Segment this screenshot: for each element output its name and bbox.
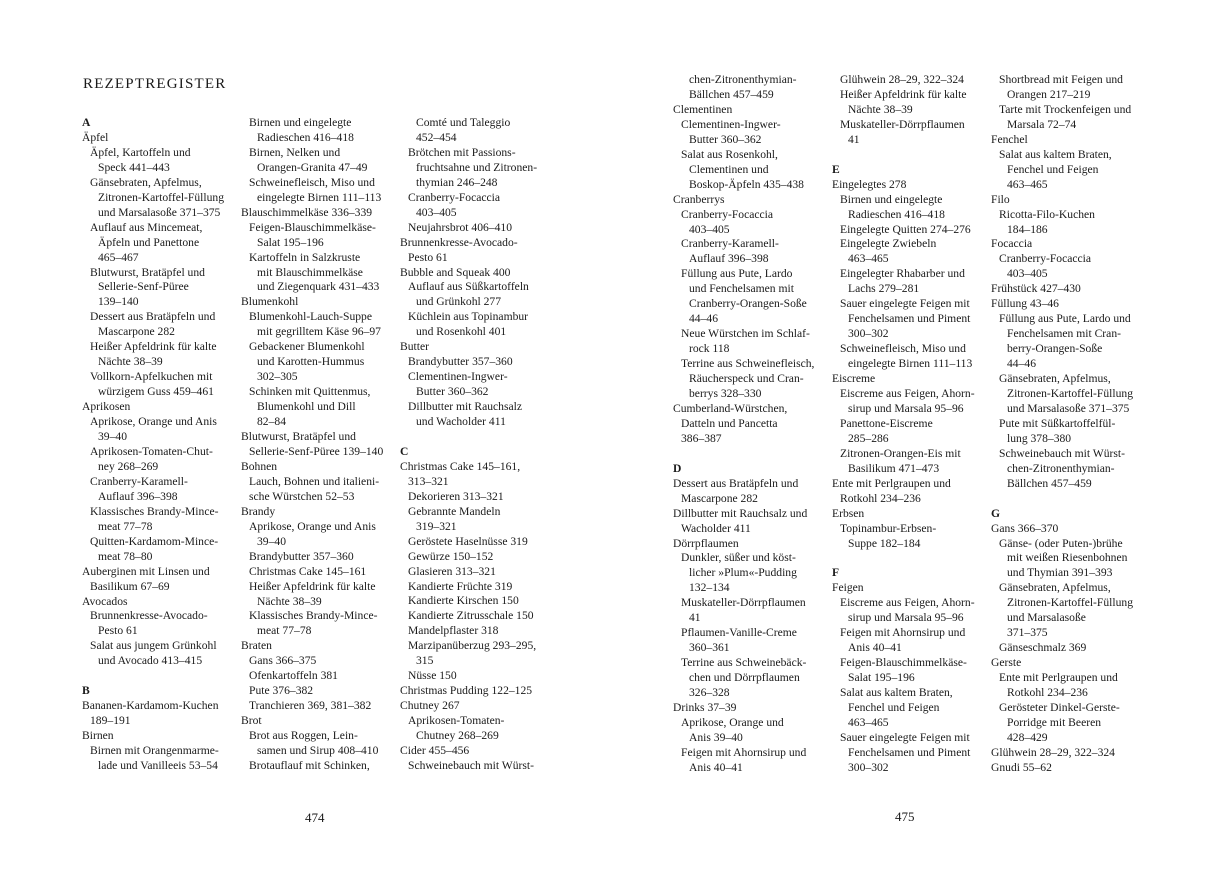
index-entry: Wacholder 411 <box>681 521 751 535</box>
index-entry: Nüsse 150 <box>408 669 457 683</box>
index-entry: mit Blauschimmelkäse <box>257 265 363 279</box>
index-entry: rock 118 <box>689 342 730 356</box>
index-entry: chen und Dörrpflaumen <box>689 671 800 685</box>
index-entry: Glühwein 28–29, 322–324 <box>840 73 964 86</box>
index-entry: Muskateller-Dörrpflaumen <box>840 117 965 131</box>
index-entry: Clementinen-Ingwer- <box>681 117 781 131</box>
index-entry: Kartoffeln in Salzkruste <box>249 250 361 264</box>
index-entry: Pesto 61 <box>408 250 448 264</box>
index-entry: Sellerie-Senf-Püree <box>98 280 189 294</box>
index-entry: sirup und Marsala 95–96 <box>848 401 964 415</box>
section-letter: G <box>991 506 1001 520</box>
index-entry: Cumberland-Würstchen, <box>673 401 788 415</box>
index-entry: licher »Plum«-Pudding <box>689 566 797 580</box>
index-entry: Pute 376–382 <box>249 684 314 698</box>
index-entry: Lachs 279–281 <box>848 282 920 296</box>
index-entry: 132–134 <box>689 581 730 595</box>
index-entry: Schweinefleisch, Miso und <box>840 342 966 356</box>
index-entry: Blauschimmelkäse 336–339 <box>241 205 373 219</box>
index-entry: Cranberry-Focaccia <box>408 190 501 204</box>
section-letter: D <box>673 461 682 475</box>
index-entry: Feigen mit Ahornsirup und <box>681 745 807 759</box>
index-entry: 39–40 <box>257 534 286 548</box>
index-entry: Vollkorn-Apfelkuchen mit <box>90 370 213 384</box>
index-entry: Brandybutter 357–360 <box>408 355 513 369</box>
index-entry: und Marsalasoße 371–375 <box>1007 401 1130 415</box>
index-entry: Frühstück 427–430 <box>991 282 1081 296</box>
index-entry: Brunnenkresse-Avocado- <box>400 235 518 249</box>
index-entry: Schweinebauch mit Würst- <box>999 446 1125 460</box>
index-entry: Äpfeln und Panettone <box>98 235 200 249</box>
index-entry: chen-Zitronenthymian- <box>689 73 797 86</box>
section-spacer <box>832 148 990 163</box>
index-entry: Focaccia <box>991 237 1033 251</box>
index-entry: Orangen-Granita 47–49 <box>257 160 368 174</box>
index-entry: Eingelegte Zwiebeln <box>840 237 937 251</box>
index-entry: Heißer Apfeldrink für kalte <box>90 340 217 354</box>
index-entry: Brot <box>241 714 262 728</box>
index-entry: Schweinefleisch, Miso und <box>249 175 375 189</box>
page-number-left: 474 <box>305 810 325 825</box>
index-entry: Salat aus jungem Grünkohl <box>90 639 217 653</box>
index-entry: Sauer eingelegte Feigen mit <box>840 730 970 744</box>
index-entry: und Marsalasoße 371–375 <box>98 205 221 219</box>
index-entry: Cranberry-Focaccia <box>999 252 1092 266</box>
index-entry: Braten <box>241 639 272 653</box>
index-entry: meat 77–78 <box>257 624 312 638</box>
index-entry: Butter 360–362 <box>416 385 489 399</box>
index-entry: Äpfel, Kartoffeln und <box>90 145 191 159</box>
index-entry: berry-Orangen-Soße <box>1007 342 1103 356</box>
section-spacer <box>991 492 1149 507</box>
index-entry: Bubble and Squeak 400 <box>400 265 511 279</box>
index-entry: Dekorieren 313–321 <box>408 489 504 503</box>
index-entry: und Grünkohl 277 <box>416 295 502 309</box>
index-entry: und Wacholder 411 <box>416 415 506 429</box>
index-entry: Gerste <box>991 656 1022 670</box>
index-entry: Eingelegte Quitten 274–276 <box>840 222 971 236</box>
index-entry: 371–375 <box>1007 626 1048 640</box>
index-entry: Muskateller-Dörrpflaumen <box>681 596 806 610</box>
section-spacer <box>400 430 558 445</box>
index-entry: 41 <box>689 611 701 625</box>
index-entry: Gänsebraten, Apfelmus, <box>999 372 1111 386</box>
index-entry: Füllung aus Pute, Lardo und <box>999 312 1131 326</box>
index-entry: 463–465 <box>1007 177 1048 191</box>
index-entry: Basilikum 67–69 <box>90 579 170 593</box>
index-entry: Schweinebauch mit Würst- <box>408 758 534 772</box>
index-column-1 <box>82 116 240 774</box>
index-entry: mit weißen Riesenbohnen <box>1007 551 1128 565</box>
index-entry: 184–186 <box>1007 222 1048 236</box>
index-entry: Feigen-Blauschimmelkäse- <box>840 656 967 670</box>
index-entry: Fenchel und Feigen <box>848 701 940 714</box>
right-page <box>610 0 1220 885</box>
index-entry: Aprikose, Orange und Anis <box>90 415 217 429</box>
index-column-6 <box>991 73 1149 776</box>
index-entry: Blutwurst, Bratäpfel und <box>241 430 356 444</box>
index-entry: Salat aus kaltem Braten, <box>999 147 1112 161</box>
index-entry: Kandierte Früchte 319 <box>408 579 513 593</box>
index-entry: Auflauf 396–398 <box>689 252 769 266</box>
index-entry: Avocados <box>82 594 128 608</box>
section-spacer <box>673 447 831 462</box>
index-entry: 386–387 <box>681 431 722 445</box>
index-entry: 319–321 <box>416 519 457 533</box>
index-entry: Gänseschmalz 369 <box>999 641 1087 655</box>
index-entry: und Fenchelsamen mit <box>689 282 794 296</box>
index-entry: 465–467 <box>98 250 139 264</box>
index-entry: thymian 246–248 <box>416 175 498 189</box>
index-entry: Rotkohl 234–236 <box>840 491 921 505</box>
section-letter: C <box>400 444 409 458</box>
index-entry: Auflauf aus Süßkartoffeln <box>408 280 529 294</box>
index-entry: und Karotten-Hummus <box>257 355 365 369</box>
index-column-2 <box>241 116 399 774</box>
index-entry: Ente mit Perlgraupen und <box>832 476 951 490</box>
index-entry: 403–405 <box>416 205 457 219</box>
index-entry: Radieschen 416–418 <box>848 207 945 221</box>
index-entry: Aprikosen-Tomaten- <box>408 714 505 728</box>
index-entry: würzigem Guss 459–461 <box>98 385 214 399</box>
index-entry: Füllung aus Pute, Lardo <box>681 267 793 281</box>
index-entry: Ricotta-Filo-Kuchen <box>999 207 1095 221</box>
index-entry: Feigen-Blauschimmelkäse- <box>249 220 376 234</box>
index-entry: Feigen <box>832 581 864 595</box>
index-entry: Salat aus kaltem Braten, <box>840 686 953 700</box>
index-entry: Geröstete Haselnüsse 319 <box>408 534 528 548</box>
page-title: REZEPTREGISTER <box>83 76 227 92</box>
index-entry: Dörrpflaumen <box>673 536 739 550</box>
index-entry: und Avocado 413–415 <box>98 654 203 668</box>
index-entry: Chutney 268–269 <box>416 729 499 743</box>
index-entry: sirup und Marsala 95–96 <box>848 611 964 625</box>
index-entry: fruchtsahne und Zitronen- <box>416 160 538 174</box>
index-entry: Radieschen 416–418 <box>257 130 354 144</box>
index-entry: Cranberrys <box>673 192 725 206</box>
index-entry: und Ziegenquark 431–433 <box>257 280 380 294</box>
section-letter: B <box>82 684 90 698</box>
index-entry: Mascarpone 282 <box>681 491 758 505</box>
index-entry: 82–84 <box>257 415 286 429</box>
index-entry: meat 78–80 <box>98 549 153 563</box>
index-entry: Butter 360–362 <box>689 132 762 146</box>
index-entry: Neue Würstchen im Schlaf- <box>681 327 810 341</box>
index-entry: 302–305 <box>257 370 298 384</box>
index-entry: Heißer Apfeldrink für kalte <box>249 579 376 593</box>
index-entry: Birnen mit Orangenmarme- <box>90 744 219 758</box>
index-entry: 428–429 <box>1007 730 1048 744</box>
index-entry: Drinks 37–39 <box>673 701 737 715</box>
index-entry: Eiscreme <box>832 372 876 386</box>
index-entry: Fenchelsamen mit Cran- <box>1007 327 1121 341</box>
index-entry: Mandelpflaster 318 <box>408 624 499 638</box>
index-entry: Zitronen-Kartoffel-Füllung <box>98 190 224 204</box>
index-entry: eingelegte Birnen 111–113 <box>848 357 973 371</box>
index-entry: Rotkohl 234–236 <box>1007 686 1088 700</box>
index-entry: Bohnen <box>241 459 278 473</box>
index-entry: Cider 455–456 <box>400 744 470 758</box>
index-entry: Shortbread mit Feigen und <box>999 73 1123 86</box>
index-entry: Mascarpone 282 <box>98 325 175 339</box>
index-entry: Christmas Cake 145–161, <box>400 459 521 473</box>
index-entry: und Rosenkohl 401 <box>416 325 507 339</box>
index-entry: Brandybutter 357–360 <box>249 549 354 563</box>
index-entry: chen-Zitronenthymian- <box>1007 461 1115 475</box>
index-entry: Gebackener Blumenkohl <box>249 340 365 354</box>
index-entry: Clementinen und <box>689 162 769 176</box>
index-entry: 300–302 <box>848 760 889 774</box>
index-entry: Aprikose, Orange und Anis <box>249 519 376 533</box>
index-entry: Topinambur-Erbsen- <box>840 521 937 535</box>
index-entry: Eiscreme aus Feigen, Ahorn- <box>840 387 975 400</box>
index-entry: Sellerie-Senf-Püree 139–140 <box>249 444 384 458</box>
index-entry: Bällchen 457–459 <box>1007 476 1092 490</box>
index-entry: 313–321 <box>408 474 449 488</box>
index-entry: Brötchen mit Passions- <box>408 145 516 159</box>
index-entry: Pute mit Süßkartoffelfül- <box>999 416 1116 430</box>
index-entry: Comté und Taleggio <box>416 116 511 129</box>
index-entry: Orangen 217–219 <box>1007 87 1091 101</box>
index-entry: Dessert aus Bratäpfeln und <box>673 476 799 490</box>
index-entry: 463–465 <box>848 715 889 729</box>
index-entry: Terrine aus Schweinefleisch, <box>681 357 815 371</box>
index-entry: Fenchel und Feigen <box>1007 162 1099 176</box>
index-entry: 44–46 <box>689 312 718 326</box>
index-entry: Aprikosen <box>82 400 131 414</box>
index-entry: Brandy <box>241 504 276 518</box>
index-entry: 300–302 <box>848 327 889 341</box>
index-entry: Marsala 72–74 <box>1007 117 1077 131</box>
index-entry: Filo <box>991 192 1010 206</box>
index-entry: 452–454 <box>416 130 457 144</box>
index-entry: Birnen, Nelken und <box>249 145 341 159</box>
index-entry: Dunkler, süßer und köst- <box>681 551 796 565</box>
index-entry: Klassisches Brandy-Mince- <box>90 504 219 518</box>
index-entry: Räucherspeck und Cran- <box>689 372 804 386</box>
index-entry: Gänsebraten, Apfelmus, <box>999 581 1111 595</box>
index-entry: Eiscreme aus Feigen, Ahorn- <box>840 596 975 610</box>
index-entry: Blumenkohl-Lauch-Suppe <box>249 310 372 324</box>
index-entry: 285–286 <box>848 431 889 445</box>
section-letter: F <box>832 566 840 580</box>
index-entry: Aprikosen-Tomaten-Chut- <box>90 444 213 458</box>
index-entry: 139–140 <box>98 295 139 309</box>
index-entry: Ofenkartoffeln 381 <box>249 669 338 683</box>
index-entry: Cranberry-Karamell- <box>90 474 188 488</box>
index-entry: Tranchieren 369, 381–382 <box>249 699 372 713</box>
index-entry: Dillbutter mit Rauchsalz und <box>673 506 808 520</box>
index-entry: Nächte 38–39 <box>848 102 913 116</box>
index-entry: und Marsalasoße <box>1007 611 1086 625</box>
index-entry: Blumenkohl und Dill <box>257 400 356 414</box>
index-entry: Eingelegtes 278 <box>832 177 907 191</box>
index-entry: Gans 366–375 <box>249 654 317 668</box>
index-entry: Gänse- (oder Puten-)brühe <box>999 536 1123 550</box>
section-letter: A <box>82 116 91 129</box>
index-entry: sche Würstchen 52–53 <box>249 489 355 503</box>
index-entry: Porridge mit Beeren <box>1007 715 1102 729</box>
index-entry: Dessert aus Bratäpfeln und <box>90 310 216 324</box>
index-entry: Gänsebraten, Apfelmus, <box>90 175 202 189</box>
index-entry: Gewürze 150–152 <box>408 549 494 563</box>
index-entry: Lauch, Bohnen und italieni- <box>249 474 380 488</box>
index-entry: Tarte mit Trockenfeigen und <box>999 102 1132 116</box>
index-entry: lung 378–380 <box>1007 431 1072 445</box>
section-letter: E <box>832 162 840 176</box>
index-entry: Birnen <box>82 729 114 743</box>
index-entry: 403–405 <box>689 222 730 236</box>
index-entry: Fenchel <box>991 132 1028 146</box>
index-entry: samen und Sirup 408–410 <box>257 744 379 758</box>
index-entry: Feigen mit Ahornsirup und <box>840 626 966 640</box>
index-entry: Datteln und Pancetta <box>681 416 778 430</box>
index-entry: Anis 40–41 <box>689 760 743 774</box>
page-number-right: 475 <box>895 809 915 824</box>
index-entry: 41 <box>848 132 860 146</box>
index-entry: Salat 195–196 <box>257 235 324 249</box>
index-entry: Bananen-Kardamom-Kuchen <box>82 699 219 713</box>
index-entry: Anis 40–41 <box>848 641 902 655</box>
index-entry: 326–328 <box>689 686 730 700</box>
index-entry: Zitronen-Kartoffel-Füllung <box>1007 596 1133 610</box>
index-entry: 403–405 <box>1007 267 1048 281</box>
index-entry: Neujahrsbrot 406–410 <box>408 220 513 234</box>
section-spacer <box>82 669 240 684</box>
index-entry: Eingelegter Rhabarber und <box>840 267 965 281</box>
index-entry: Butter <box>400 340 429 354</box>
index-entry: Klassisches Brandy-Mince- <box>249 609 378 623</box>
index-entry: Speck 441–443 <box>98 160 170 174</box>
index-entry: Äpfel <box>82 130 109 144</box>
index-entry: Füllung 43–46 <box>991 297 1059 311</box>
index-entry: Gerösteter Dinkel-Gerste- <box>999 701 1120 715</box>
index-entry: Panettone-Eiscreme <box>840 416 933 430</box>
index-entry: Terrine aus Schweinebäck- <box>681 656 807 670</box>
index-entry: Anis 39–40 <box>689 730 743 744</box>
index-entry: 39–40 <box>98 430 127 444</box>
index-entry: 360–361 <box>689 641 730 655</box>
index-entry: Suppe 182–184 <box>848 536 921 550</box>
index-entry: Christmas Cake 145–161 <box>249 564 367 578</box>
index-entry: Brotauflauf mit Schinken, <box>249 758 370 772</box>
index-entry: Schinken mit Quittenmus, <box>249 385 371 399</box>
index-entry: Boskop-Äpfeln 435–438 <box>689 177 804 191</box>
index-entry: Glasieren 313–321 <box>408 564 496 578</box>
index-entry: Aprikose, Orange und <box>681 715 784 729</box>
index-entry: Cranberry-Focaccia <box>681 207 774 221</box>
index-entry: Brot aus Roggen, Lein- <box>249 729 358 743</box>
section-spacer <box>832 551 990 566</box>
index-entry: Pesto 61 <box>98 624 138 638</box>
index-entry: Erbsen <box>832 506 865 520</box>
index-entry: Blutwurst, Bratäpfel und <box>90 265 205 279</box>
index-entry: Salat 195–196 <box>848 671 915 685</box>
index-entry: Glühwein 28–29, 322–324 <box>991 745 1115 759</box>
index-entry: Gans 366–370 <box>991 521 1059 535</box>
index-entry: Gnudi 55–62 <box>991 760 1052 774</box>
index-entry: Dillbutter mit Rauchsalz <box>408 400 522 414</box>
index-entry: berrys 328–330 <box>689 387 762 401</box>
index-entry: Nächte 38–39 <box>257 594 322 608</box>
index-entry: Basilikum 471–473 <box>848 461 940 475</box>
index-entry: eingelegte Birnen 111–113 <box>257 190 382 204</box>
index-column-4 <box>673 73 831 776</box>
index-entry: Auflauf 396–398 <box>98 489 178 503</box>
index-entry: Zitronen-Orangen-Eis mit <box>840 446 961 460</box>
index-entry: Gebrannte Mandeln <box>408 504 501 518</box>
index-entry: Cranberry-Orangen-Soße <box>689 297 807 311</box>
index-entry: Salat aus Rosenkohl, <box>681 147 778 161</box>
index-entry: Küchlein aus Topinambur <box>408 310 529 324</box>
index-entry: Clementinen-Ingwer- <box>408 370 508 384</box>
index-entry: Zitronen-Kartoffel-Füllung <box>1007 387 1133 401</box>
index-entry: Auflauf aus Mincemeat, <box>90 220 203 234</box>
index-entry: 315 <box>416 654 434 668</box>
index-entry: Chutney 267 <box>400 699 460 713</box>
index-entry: Sauer eingelegte Feigen mit <box>840 297 970 311</box>
index-entry: Fenchelsamen und Piment <box>848 312 971 326</box>
index-entry: Heißer Apfeldrink für kalte <box>840 87 967 101</box>
index-entry: Nächte 38–39 <box>98 355 163 369</box>
index-entry: Birnen und eingelegte <box>249 116 352 129</box>
index-entry: Ente mit Perlgraupen und <box>999 671 1118 685</box>
index-entry: 463–465 <box>848 252 889 266</box>
index-entry: meat 77–78 <box>98 519 153 533</box>
index-column-3 <box>400 116 558 774</box>
index-entry: ney 268–269 <box>98 459 159 473</box>
index-entry: lade und Vanilleeis 53–54 <box>98 758 218 772</box>
index-entry: Blumenkohl <box>241 295 299 309</box>
index-entry: Bällchen 457–459 <box>689 87 774 101</box>
index-entry: Cranberry-Karamell- <box>681 237 779 251</box>
index-entry: Clementinen <box>673 102 733 116</box>
index-entry: Quitten-Kardamom-Mince- <box>90 534 219 548</box>
index-entry: mit gegrilltem Käse 96–97 <box>257 325 381 339</box>
index-entry: Pflaumen-Vanille-Creme <box>681 626 797 640</box>
index-entry: Birnen und eingelegte <box>840 192 943 206</box>
index-entry: Kandierte Zitrusschale 150 <box>408 609 534 623</box>
index-entry: Auberginen mit Linsen und <box>82 564 210 578</box>
index-entry: 189–191 <box>90 714 131 728</box>
index-entry: Christmas Pudding 122–125 <box>400 684 533 698</box>
index-entry: Kandierte Kirschen 150 <box>408 594 519 608</box>
index-entry: 44–46 <box>1007 357 1036 371</box>
index-entry: Marzipanüberzug 293–295, <box>408 639 537 653</box>
index-entry: Brunnenkresse-Avocado- <box>90 609 208 623</box>
index-entry: Fenchelsamen und Piment <box>848 745 971 759</box>
index-column-5 <box>832 73 990 776</box>
index-entry: und Thymian 391–393 <box>1007 566 1113 580</box>
